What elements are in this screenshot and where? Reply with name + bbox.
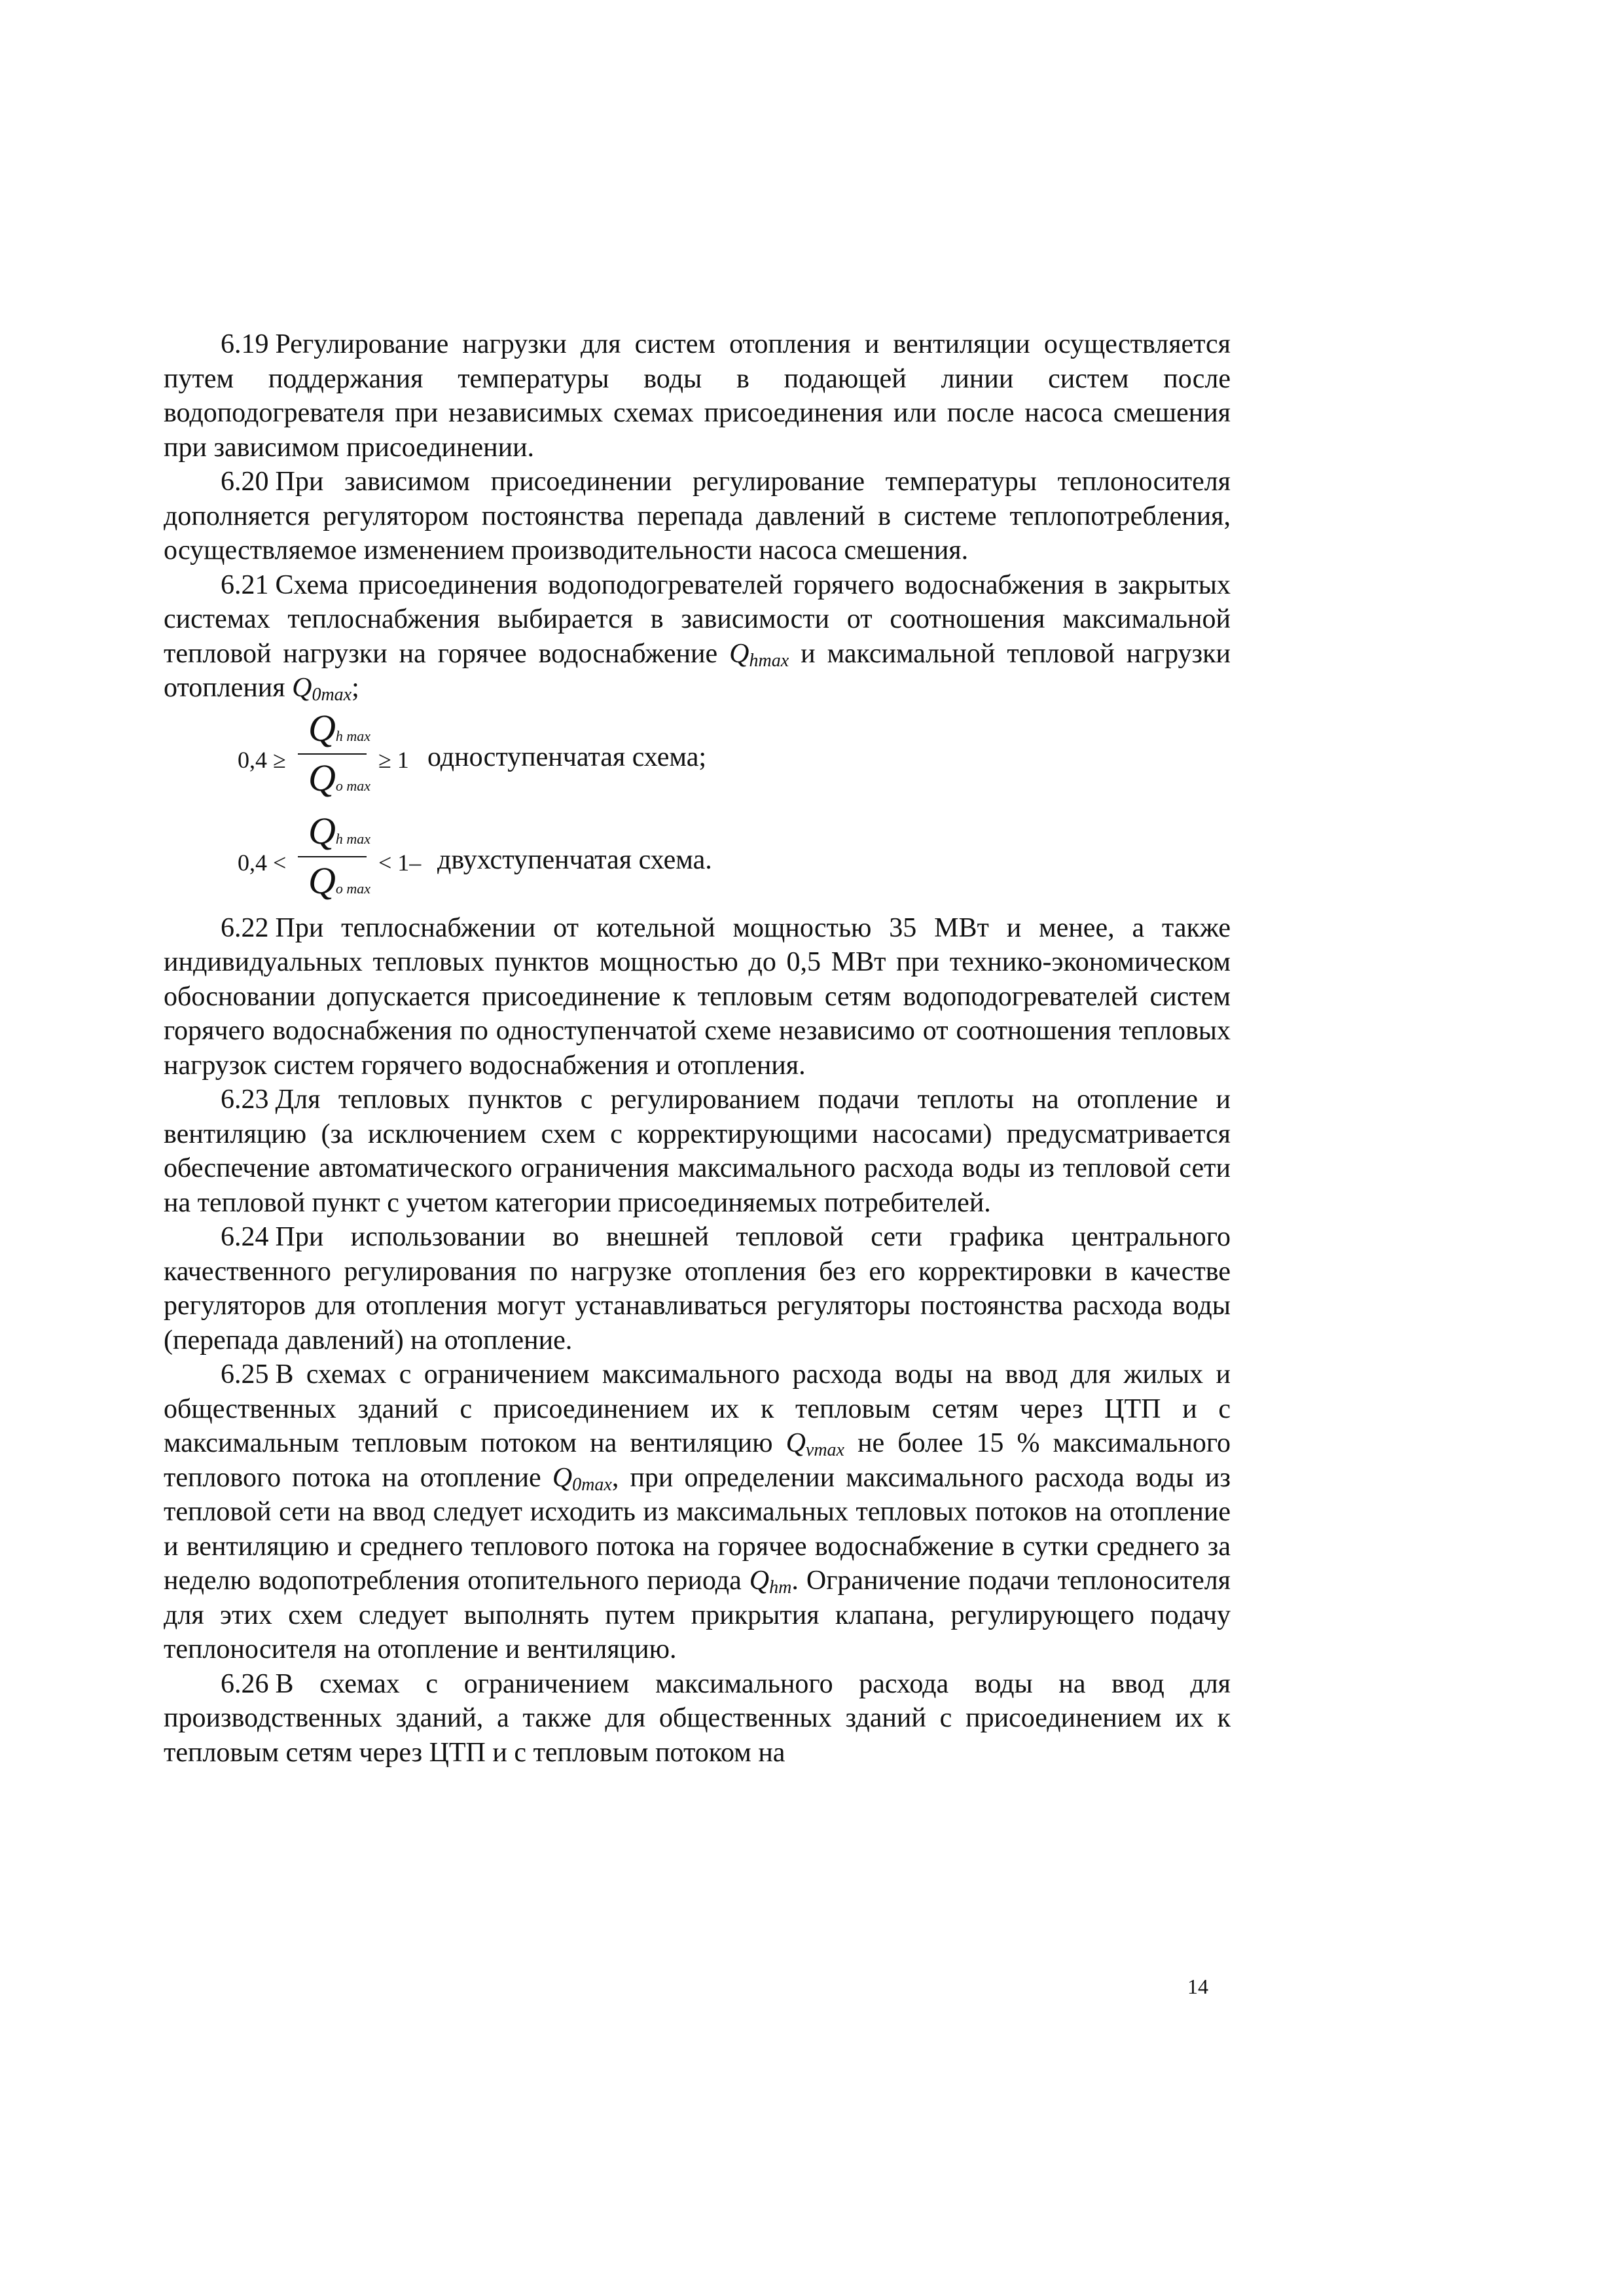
clause-number: 6.25 (221, 1359, 269, 1390)
paragraph-6-22 (164, 911, 1231, 1083)
body-text (164, 327, 1231, 1770)
formula-rhs: < 1– (378, 849, 422, 876)
paragraph-6-26 (164, 1667, 1231, 1770)
fraction-denominator (308, 755, 370, 809)
denominator-letter: Q (308, 756, 336, 799)
clause-text: Для тепловых пунктов с регулированием подачи теплоты на отопление и вентиляцию (за исключением схем с корректирующими насосами) предусматривается обеспечение автоматического ограничения максимального расхода воды из тепловой сети на тепловой пункт с учетом категории присоединяемых потребителей. (164, 1085, 1231, 1218)
symbol-subscript: 0max (312, 685, 352, 705)
clause-number: 6.23 (221, 1085, 269, 1115)
clause-number: 6.24 (221, 1222, 269, 1252)
fraction-bar (298, 856, 367, 857)
formula-lhs: 0,4 ≥ (238, 746, 286, 773)
symbol-q: Q (292, 673, 312, 703)
formula-description: одноступенчатая схема; (427, 742, 707, 772)
page-number: 14 (1187, 1975, 1208, 1998)
numerator-subscript: h max (335, 727, 371, 744)
fraction-denominator (308, 858, 370, 912)
fraction-bar (298, 753, 367, 755)
symbol-q: Q (785, 1428, 806, 1458)
paragraph-6-24 (164, 1220, 1231, 1357)
clause-text: При использовании во внешней тепловой сети графика центрального качественного регулирования по нагрузке отопления без его корректировки в качестве регуляторов для отопления могут устанавливаться регуляторы постоянства расхода воды (перепада давлений) на отопление. (164, 1222, 1231, 1355)
clause-text: При зависимом присоединении регулирование температуры теплоносителя дополняется регулятором постоянства перепада давлений в системе теплопотребления, осуществляемое изменением производительности насоса смешения. (164, 467, 1231, 565)
numerator-letter: Q (308, 706, 336, 749)
formula-lhs: 0,4 < (238, 849, 287, 876)
clause-text: ; (352, 673, 359, 703)
formula-single-stage (238, 706, 1231, 808)
formula-description: двухступенчатая схема. (437, 844, 712, 875)
clause-number: 6.26 (221, 1668, 269, 1699)
clause-text: В схемах с ограничением максимального расхода воды на ввод для жилых и общественных зданий с присоединением их к тепловым сетям через ЦТП и с максимальным тепловым потоком на вентиляцию (164, 1359, 1231, 1458)
symbol-q: Q (552, 1462, 573, 1493)
symbol-q: Q (749, 1566, 770, 1596)
fraction-numerator (308, 808, 370, 862)
fraction (298, 706, 376, 808)
clause-text: не более 15 % максимального теплового потока на отопление (164, 1428, 1231, 1493)
clause-number: 6.20 (221, 467, 269, 497)
numerator-letter: Q (308, 809, 336, 852)
clause-text: , при определении максимального расхода воды из тепловой сети на ввод следует исходить из максимальных тепловых потоков на отопление и вентиляцию и среднего теплового потока на горячее водоснабжение в сутки среднего за неделю водопотребления отопительного периода (164, 1462, 1231, 1596)
clause-number: 6.21 (221, 569, 269, 600)
clause-text: Схема присоединения водоподогревателей горячего водоснабжения в закрытых системах теплоснабжения выбирается в зависимости от соотношения максимальной тепловой нагрузки на горячее водоснабжение (164, 569, 1231, 669)
symbol-subscript: 0max (572, 1474, 612, 1495)
formula-rhs: ≥ 1 (378, 746, 409, 773)
symbol-subscript: hmax (749, 650, 789, 671)
paragraph-6-25 (164, 1357, 1231, 1667)
denominator-letter: Q (308, 859, 336, 902)
clause-number: 6.19 (221, 329, 269, 359)
clause-text: При теплоснабжении от котельной мощностью 35 МВт и менее, а также индивидуальных тепловых пунктов мощностью до 0,5 МВт при технико-экономическом обосновании допускается присоединение к тепловым сетям водоподогревателей систем горячего водоснабжения по одноступенчатой схеме независимо от соотношения тепловых нагрузок систем горячего водоснабжения и отопления. (164, 912, 1231, 1081)
clause-text: Регулирование нагрузки для систем отопления и вентиляции осуществляется путем поддержания температуры воды в подающей линии систем после водоподогревателя при независимых схемах присоединения или после насоса смешения при зависимом присоединении. (164, 329, 1231, 463)
fraction (298, 808, 376, 911)
symbol-subscript: vmax (805, 1440, 844, 1460)
clause-text: и максимальной тепловой нагрузки отопления (164, 638, 1231, 703)
symbol-q: Q (729, 638, 749, 669)
paragraph-6-19 (164, 327, 1231, 465)
denominator-subscript: o max (335, 777, 371, 794)
denominator-subscript: o max (335, 880, 371, 897)
clause-text: . Ограничение подачи теплоносителя для этих схем следует выполнять путем прикрытия клапана, регулирующего подачу теплоносителя на отопление и вентиляцию. (164, 1566, 1231, 1664)
symbol-subscript: hm (769, 1577, 792, 1598)
formula-two-stage (238, 808, 1231, 911)
numerator-subscript: h max (335, 830, 371, 847)
clause-text: В схемах с ограничением максимального расхода воды на ввод для производственных зданий, а также для общественных зданий с присоединением их к тепловым сетям через ЦТП и с тепловым потоком на (164, 1668, 1231, 1768)
paragraph-6-20 (164, 465, 1231, 568)
paragraph-6-23 (164, 1083, 1231, 1220)
clause-number: 6.22 (221, 912, 269, 943)
paragraph-6-21 (164, 568, 1231, 706)
fraction-numerator (308, 706, 370, 759)
